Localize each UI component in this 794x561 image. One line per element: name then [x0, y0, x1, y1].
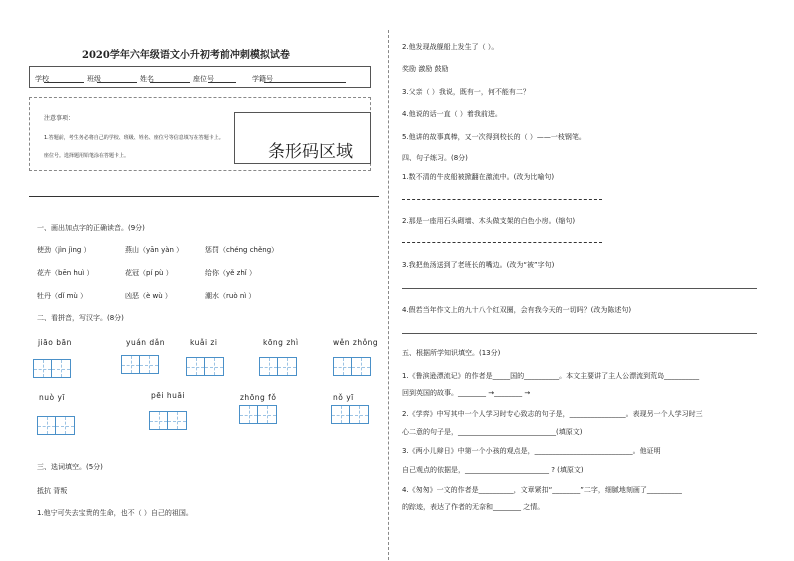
q3-word-choices: 抵抗 背叛: [37, 487, 68, 495]
char-grid[interactable]: [333, 357, 371, 376]
char-grid[interactable]: [33, 359, 71, 378]
q1-item: 凶恶（è wù ）: [125, 292, 172, 300]
class-label: 班级: [87, 75, 101, 83]
pinyin-label: nǒ yī: [333, 393, 354, 402]
id-label: 学籍号: [252, 75, 273, 83]
pinyin-label: zhōng fǒ: [240, 393, 277, 402]
id-line[interactable]: [264, 82, 346, 83]
pinyin-label: jiāo bān: [38, 338, 72, 347]
char-grid[interactable]: [37, 416, 75, 435]
pinyin-label: wěn zhǒng: [333, 338, 379, 347]
notice-line-2: 座位号。选择题用铅笔涂在答题卡上。: [44, 153, 130, 159]
answer-line[interactable]: [402, 333, 757, 334]
q3-sentence: 4.他说的话一直（ ）着我前进。: [402, 110, 502, 118]
char-grid[interactable]: [239, 405, 277, 424]
q5-line: 4.《匆匆》一文的作者是__________，文章紧扣“________”二字，细腻地刻画了__________: [402, 486, 682, 494]
q5-line: 的踪迹，表达了作者的无奈和________ 之情。: [402, 503, 545, 511]
char-grid[interactable]: [331, 405, 369, 424]
q3-sentence: 2.他发现战舰船上发生了（ ）。: [402, 43, 499, 51]
class-line[interactable]: [97, 82, 137, 83]
q3-sentence: 3.父亲（ ）我说，既有一，何不能有二？: [402, 88, 530, 96]
answer-line[interactable]: [402, 199, 602, 200]
q2-heading: 二、看拼音，写汉字。(8分): [37, 314, 124, 322]
notice-line-1: 1.答题前，考生务必将自己的学校、班级、姓名、座位号等信息填写在答题卡上。: [44, 135, 224, 141]
school-line[interactable]: [44, 82, 84, 83]
q4-sentence: 2.那是一座用石头砌墙、木头做支架的白色小房。(缩句): [402, 217, 576, 225]
page-divider: [388, 30, 389, 560]
char-grid[interactable]: [259, 357, 297, 376]
q4-heading: 四、句子练习。(8分): [402, 154, 468, 162]
q5-line: 2.《学弈》中写其中一个人学习时专心致志的句子是，________________。表现另一个人学习时三: [402, 410, 703, 418]
q1-item: 燕山（yān yàn ）: [125, 246, 184, 254]
q1-item: 使劲（jìn jìng ）: [37, 246, 91, 254]
q1-item: 惩罚（chéng chěng）: [205, 246, 279, 254]
barcode-label: 条形码区域: [268, 142, 353, 162]
q5-line: 心二意的句子是，____________________________(填原文): [402, 428, 583, 436]
q4-sentence: 1.数不清的牛皮船被掀翻在激流中。(改为比喻句): [402, 173, 555, 181]
answer-line[interactable]: [402, 242, 602, 243]
q5-line: 1.《鲁滨逊漂流记》的作者是_____国的__________。本文主要讲了主人公漂流到荒岛__________: [402, 372, 700, 380]
q3-sentence: 1.他宁可失去宝贵的生命，也不（ ）自己的祖国。: [37, 509, 193, 517]
q5-line: 3.《两小儿辩日》中第一个小孩的观点是，____________________________。他证明: [402, 447, 661, 455]
q3-sentence: 5.他讲的故事真棒，又一次得到校长的（ ）——一枝钢笔。: [402, 133, 586, 141]
q5-line: 自己观点的依据是，________________________ ? (填原文): [402, 466, 584, 474]
q1-item: 花卉（bēn huì ）: [37, 269, 94, 277]
q1-item: 花冠（pí pù ）: [125, 269, 173, 277]
q5-line: 回到英国的故事。________ →________ →: [402, 389, 531, 397]
name-line[interactable]: [150, 82, 190, 83]
q1-item: 给你（yě zhǐ ）: [205, 269, 256, 277]
q1-item: 牡丹（dǐ mù ）: [37, 292, 88, 300]
q1-item: 潮水（ruò nì ）: [205, 292, 256, 300]
q3-heading: 三、选词填空。(5分): [37, 463, 103, 471]
q5-heading: 五、根据所学知识填空。(13分): [402, 349, 501, 357]
q4-sentence: 4.假若当年作文上的九十八个红双圈，会有我今天的一切吗？(改为陈述句): [402, 306, 632, 314]
char-grid[interactable]: [149, 411, 187, 430]
pinyin-label: yuán dǎn: [126, 338, 166, 347]
header-separator: [29, 196, 379, 197]
q3-word-choices-2: 奖励 激励 鼓励: [402, 65, 449, 73]
char-grid[interactable]: [186, 357, 224, 376]
name-label: 姓名: [140, 75, 154, 83]
char-grid[interactable]: [121, 355, 159, 374]
pinyin-label: pēi huāi: [151, 391, 186, 400]
q4-sentence: 3.我把鱼汤送到了老班长的嘴边。(改为“被”字句): [402, 261, 555, 269]
answer-line[interactable]: [402, 288, 757, 289]
notice-heading: 注意事项：: [44, 115, 75, 122]
seat-line[interactable]: [208, 82, 236, 83]
pinyin-label: kuǎi zi: [190, 338, 218, 347]
q1-heading: 一、画出加点字的正确读音。(9分): [37, 224, 145, 232]
pinyin-label: nuò yī: [39, 393, 66, 402]
school-label: 学校: [35, 75, 49, 83]
seat-label: 座位号: [193, 75, 214, 83]
page-title: 2020学年六年级语文小升初考前冲刺模拟试卷: [82, 50, 290, 61]
pinyin-label: kōng zhì: [263, 338, 299, 347]
